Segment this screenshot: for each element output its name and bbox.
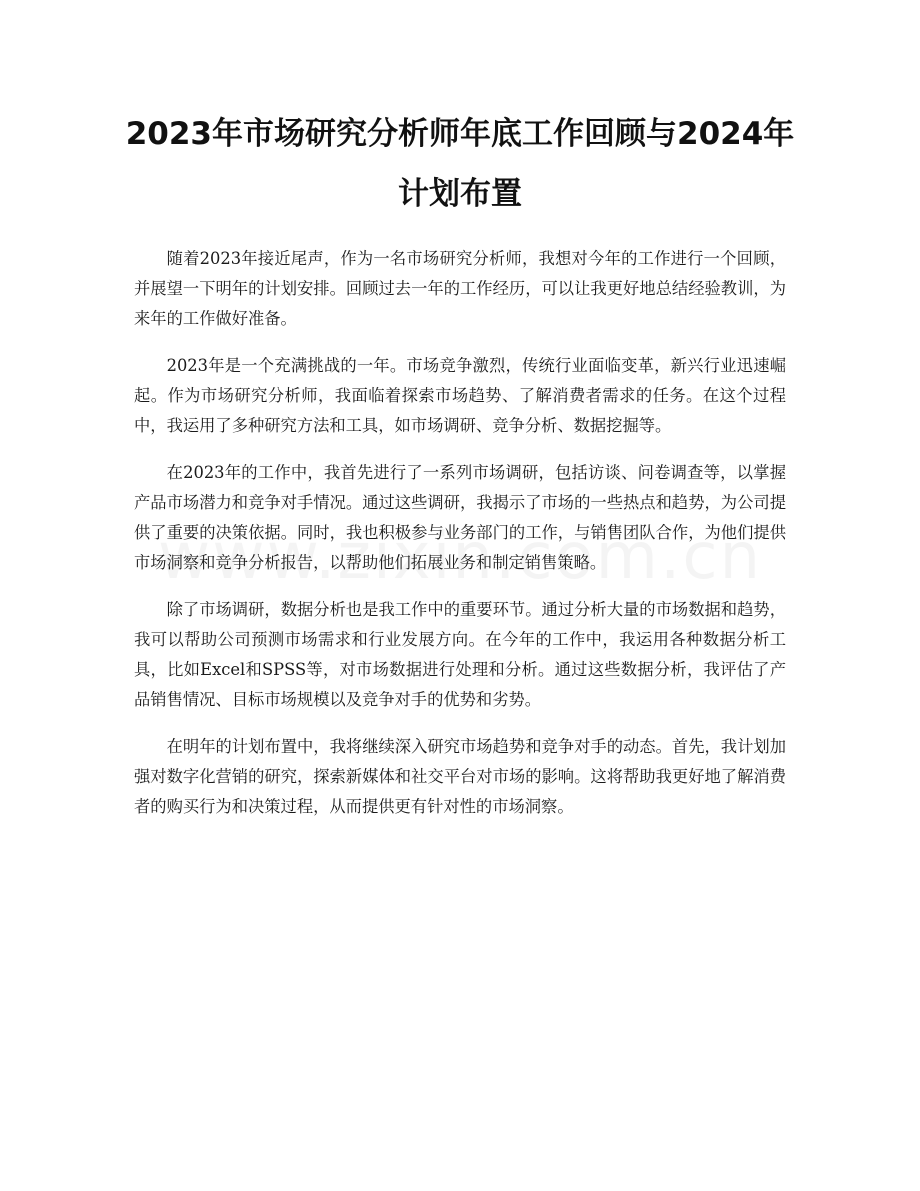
document-title: 2023年市场研究分析师年底工作回顾与2024年计划布置 (125, 116, 795, 212)
paragraph-4: 除了市场调研，数据分析也是我工作中的重要环节。通过分析大量的市场数据和趋势，我可以帮助公司预测市场需求和行业发展方向。在今年的工作中，我运用各种数据分析工具，比如Excel和SPSS等，对市场数据进行处理和分析。通过这些数据分析，我评估了产品销售情况、目标市场规模以及竞争对手的优势和劣势。 (134, 600, 786, 709)
paragraph-1: 随着2023年接近尾声，作为一名市场研究分析师，我想对今年的工作进行一个回顾，并展望一下明年的计划安排。回顾过去一年的工作经历，可以让我更好地总结经验教训，为来年的工作做好准备。 (134, 249, 786, 328)
document-body (134, 244, 786, 839)
paragraph-3: 在2023年的工作中，我首先进行了一系列市场调研，包括访谈、问卷调查等，以掌握产品市场潜力和竞争对手情况。通过这些调研，我揭示了市场的一些热点和趋势，为公司提供了重要的决策依据。同时，我也积极参与业务部门的工作，与销售团队合作，为他们提供市场洞察和竞争分析报告，以帮助他们拓展业务和制定销售策略。 (134, 463, 786, 572)
paragraph-5: 在明年的计划布置中，我将继续深入研究市场趋势和竞争对手的动态。首先，我计划加强对数字化营销的研究，探索新媒体和社交平台对市场的影响。这将帮助我更好地了解消费者的购买行为和决策过程，从而提供更有针对性的市场洞察。 (134, 737, 786, 816)
paragraph-2: 2023年是一个充满挑战的一年。市场竞争激烈，传统行业面临变革，新兴行业迅速崛起。作为市场研究分析师，我面临着探索市场趋势、了解消费者需求的任务。在这个过程中，我运用了多种研究方法和工具，如市场调研、竞争分析、数据挖掘等。 (134, 356, 786, 435)
